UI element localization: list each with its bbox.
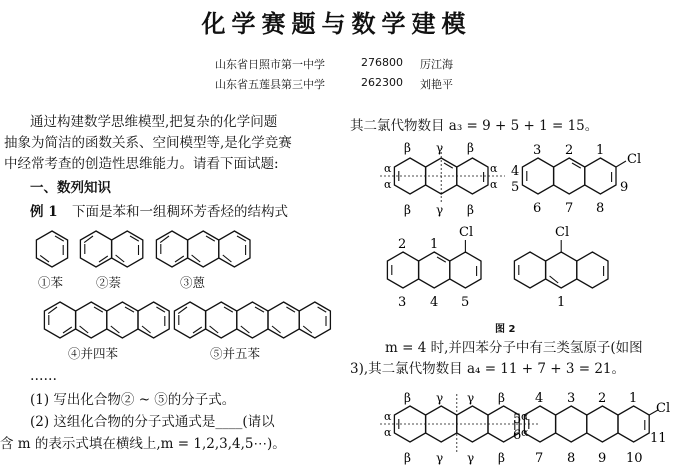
position-label: 10: [626, 451, 643, 466]
intro-line: 抽象为简洁的函数关系、空间模型等,是化学竞赛: [4, 135, 292, 151]
position-label: 4: [535, 391, 544, 406]
tetracene-numbered-structure: [513, 391, 670, 466]
intro-line: 中经常考查的创造性思维能力。请看下面试题:: [4, 156, 279, 172]
position-label: 3: [398, 295, 407, 310]
example-label: 例 1: [30, 204, 58, 220]
beta-label: β: [467, 141, 474, 155]
alpha-label: α: [384, 426, 392, 439]
alpha-label: α: [490, 178, 498, 191]
alpha-label: α: [521, 426, 529, 439]
right-paragraph-line: 3),其二氯代物数目 a₄ = 11 + 7 + 3 = 21。: [350, 361, 626, 377]
alpha-label: α: [521, 410, 529, 423]
position-label: 4: [430, 295, 439, 310]
compound-label: ③蒽: [180, 275, 206, 290]
alpha-label: α: [490, 162, 498, 175]
anthracene-alpha-chloro-structure: [387, 225, 481, 310]
page-title: 化学赛题与数学建模: [201, 9, 472, 38]
chlorine-label: Cl: [656, 401, 671, 416]
gamma-label: γ: [467, 391, 475, 405]
position-label: 1: [430, 237, 439, 252]
anthracene-9-chloro-structure: [514, 225, 608, 310]
naphthalene-structure: [80, 231, 142, 267]
position-label: 7: [565, 201, 574, 216]
alpha-label: α: [384, 410, 392, 423]
beta-label: β: [404, 141, 411, 155]
author-school: 山东省五莲县第三中学: [215, 78, 325, 91]
question-line: (2) 这组化合物的分子式通式是____(请以: [30, 414, 275, 430]
gamma-label: γ: [436, 391, 444, 405]
position-label: 8: [596, 201, 605, 216]
position-label: 9: [598, 451, 607, 466]
compound-label: ②萘: [96, 275, 122, 290]
anthracene-numbered-structure: [511, 143, 641, 216]
author-name: 刘艳平: [420, 78, 453, 91]
gamma-label: γ: [467, 451, 475, 465]
position-label: 7: [535, 451, 544, 466]
gamma-label: γ: [436, 203, 444, 217]
alpha-label: α: [384, 162, 392, 175]
chlorine-label: Cl: [459, 225, 474, 240]
beta-label: β: [404, 203, 411, 217]
alpha-label: α: [384, 178, 392, 191]
beta-label: β: [467, 203, 474, 217]
figure-3: [358, 382, 672, 473]
position-label: 2: [565, 143, 574, 158]
position-label: 6: [513, 428, 522, 443]
position-label: 1: [629, 391, 638, 406]
anthracene-greek-structure: [380, 141, 505, 217]
section-heading: 一、数列知识: [30, 180, 111, 196]
position-label: 11: [650, 431, 667, 446]
pentacene-structure: [174, 302, 330, 338]
beta-label: β: [404, 391, 411, 405]
gamma-label: γ: [436, 451, 444, 465]
benzene-structure: [36, 231, 67, 267]
position-label: 8: [567, 451, 576, 466]
chlorine-label: Cl: [627, 152, 642, 167]
position-label: 4: [511, 164, 520, 179]
compound-label: ④并四苯: [68, 346, 119, 361]
question-line: (1) 写出化合物② ~ ⑤的分子式。: [30, 392, 236, 408]
position-label: 1: [596, 143, 605, 158]
compound-label: ⑤并五苯: [210, 346, 261, 361]
position-label: 9: [620, 180, 629, 195]
position-label: 5: [511, 180, 520, 195]
position-label: 3: [533, 143, 542, 158]
author-zip: 262300: [361, 76, 403, 89]
author-name: 厉江海: [420, 58, 453, 71]
beta-label: β: [404, 451, 411, 465]
position-label: 1: [557, 295, 566, 310]
author-zip: 276800: [361, 56, 403, 69]
intro-line: 通过构建数学思维模型,把复杂的化学问题: [30, 114, 278, 130]
right-paragraph-line: m = 4 时,并四苯分子中有三类氢原子(如图: [385, 340, 643, 356]
ellipsis: ……: [30, 368, 57, 384]
beta-label: β: [498, 391, 505, 405]
position-label: 6: [533, 201, 542, 216]
figure-2: [358, 140, 668, 315]
example-text: 下面是苯和一组稠环芳香烃的结构式: [72, 204, 288, 220]
anthracene-structure: [156, 231, 250, 267]
position-label: 5: [513, 412, 522, 427]
right-formula-line: 其二氯代物数目 a₃ = 9 + 5 + 1 = 15。: [350, 118, 599, 134]
tetracene-structure: [44, 302, 169, 338]
position-label: 3: [567, 391, 576, 406]
position-label: 2: [398, 237, 407, 252]
beta-label: β: [498, 451, 505, 465]
position-label: 2: [598, 391, 607, 406]
compound-label: ①苯: [38, 275, 64, 290]
position-label: 5: [461, 295, 470, 310]
chlorine-label: Cl: [555, 225, 570, 240]
figure-caption: 图 2: [495, 324, 516, 335]
question-line: 含 m 的表示式填在横线上,m = 1,2,3,4,5⋯)。: [0, 436, 286, 452]
gamma-label: γ: [436, 141, 444, 155]
author-school: 山东省日照市第一中学: [215, 58, 325, 71]
